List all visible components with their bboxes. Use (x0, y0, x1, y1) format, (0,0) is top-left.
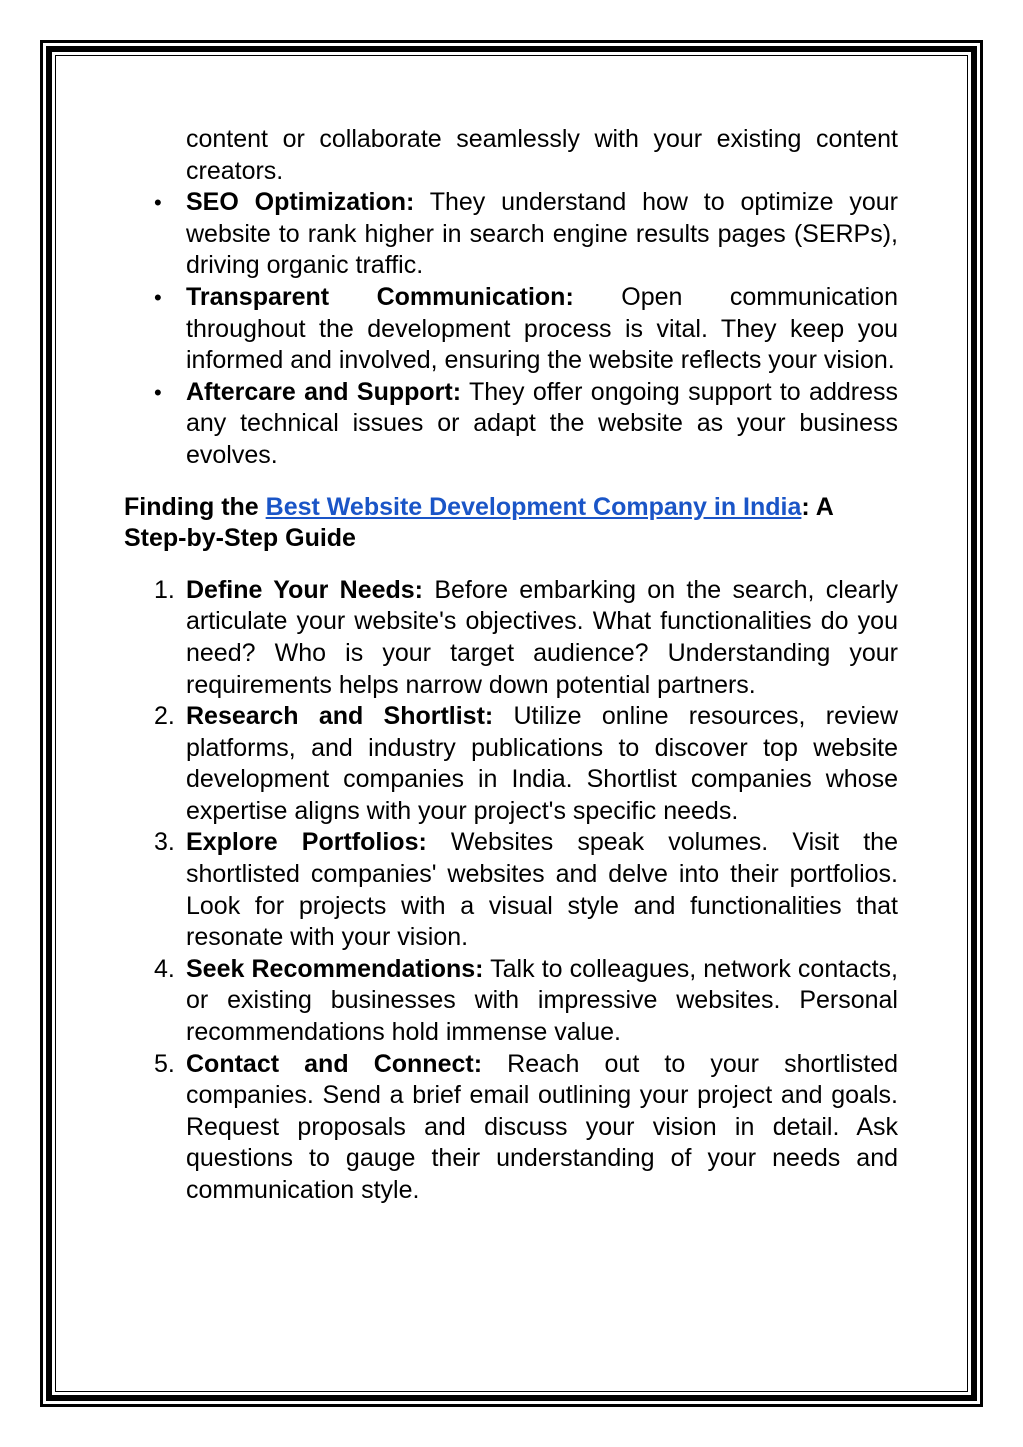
step-term: Define Your Needs: (186, 575, 424, 604)
step-text: Reach out to your shortlisted companies. Send a brief email outlining your project and goals. Request proposals and discuss your vision in detail. Ask questions to gauge their understanding of your needs and communication style. (186, 1049, 899, 1204)
bullet-list (124, 187, 898, 471)
bullet-term: Transparent Communication: (186, 282, 574, 311)
list-item (124, 954, 898, 1049)
list-number: 1. (154, 575, 175, 604)
numbered-list (124, 575, 898, 1207)
heading-suffix: : A Step-by-Step Guide (124, 492, 833, 553)
list-item (124, 575, 898, 701)
list-number: 5. (154, 1049, 175, 1078)
bullet-item (124, 282, 898, 377)
step-text: Talk to colleagues, network contacts, or existing businesses with impressive websites. Personal recommendations hold immense value. (186, 954, 898, 1047)
list-number: 4. (154, 954, 175, 983)
bullet-term: Aftercare and Support: (186, 377, 462, 406)
list-item (124, 1049, 898, 1207)
step-term: Seek Recommendations: (186, 954, 484, 983)
bullet-text: They offer ongoing support to address any technical issues or adapt the website as your business evolves. (186, 377, 898, 469)
bullet-text: Open communication throughout the development process is vital. They keep you informed and involved, ensuring the website reflects your vision. (186, 282, 898, 375)
document-body (124, 124, 898, 1207)
step-text: Websites speak volumes. Visit the shortlisted companies' websites and delve into their portfolios. Look for projects with a visual style and functionalities that resonate with your vision. (186, 828, 898, 952)
step-text: Before embarking on the search, clearly articulate your website's objectives. What functionalities do you need? Who is your target audience? Understanding your requirements helps narrow down potential partners. (186, 575, 899, 699)
step-term: Research and Shortlist: (186, 702, 494, 731)
section-heading (124, 492, 898, 555)
bullet-text: They understand how to optimize your website to rank higher in search engine results pages (SERPs), driving organic traffic. (186, 188, 898, 280)
bullet-icon: • (154, 284, 162, 310)
intro-continuation: content or collaborate seamlessly with your existing content creators. (186, 125, 898, 185)
step-term: Contact and Connect: (186, 1049, 483, 1078)
list-number: 3. (154, 828, 175, 857)
best-company-link[interactable]: Best Website Development Company in India (265, 492, 802, 521)
list-number: 2. (154, 702, 175, 731)
bullet-item (124, 187, 898, 282)
bullet-icon: • (154, 379, 162, 405)
list-item (124, 701, 898, 827)
heading-prefix: Finding the (124, 492, 266, 521)
bullet-icon: • (154, 190, 162, 216)
bullet-term: SEO Optimization: (186, 188, 415, 217)
step-text: Utilize online resources, review platforms, and industry publications to discover top website development companies in India. Shortlist companies whose expertise aligns with your project's specific needs. (186, 702, 898, 825)
bullet-item (124, 377, 898, 472)
list-item (124, 827, 898, 953)
step-term: Explore Portfolios: (186, 828, 427, 857)
